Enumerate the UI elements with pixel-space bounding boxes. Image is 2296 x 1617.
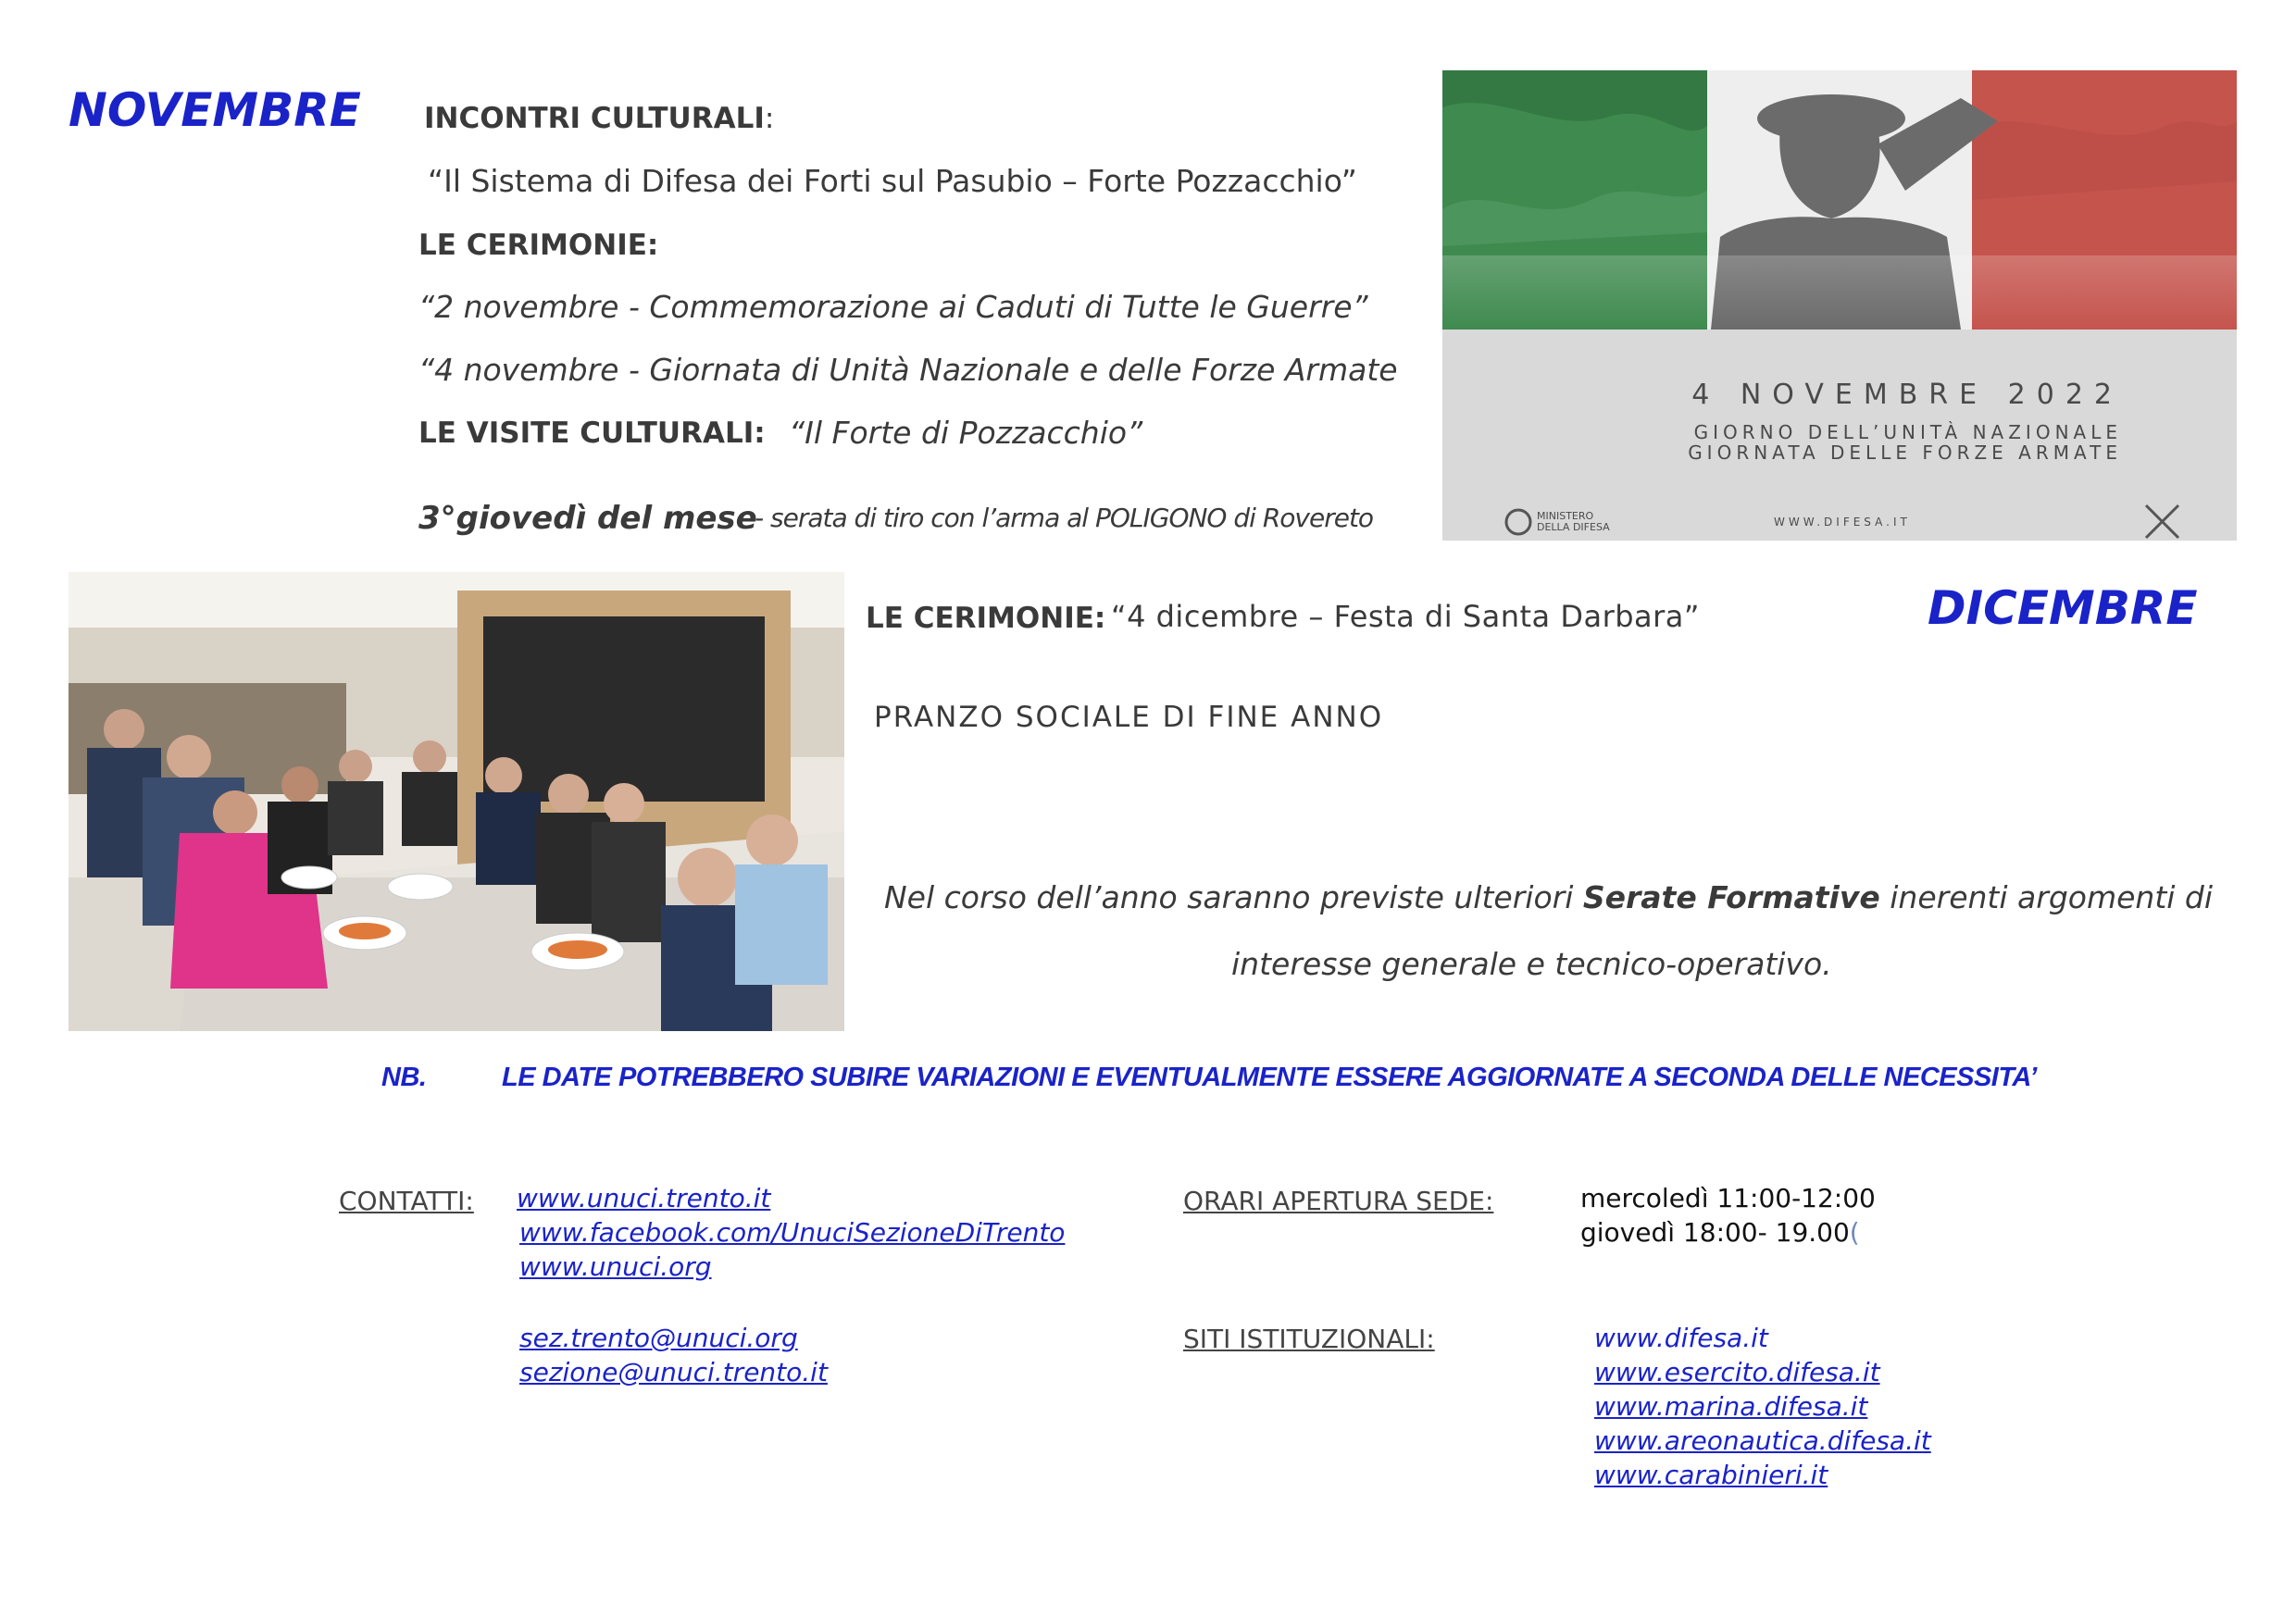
cerimonia-2-novembre: “2 novembre - Commemorazione ai Caduti di Tutte le Guerre” bbox=[418, 289, 1368, 325]
nb-text: LE DATE POTREBBERO SUBIRE VARIAZIONI E EVENTUALMENTE ESSERE AGGIORNATE A SECONDA DELLE NECESSITA’ bbox=[502, 1063, 2037, 1092]
link-carabinieri[interactable]: www.carabinieri.it bbox=[1594, 1460, 1828, 1490]
email-sez-trento[interactable]: sez.trento@unuci.org bbox=[519, 1323, 798, 1353]
poster-ministry-2: DELLA DIFESA bbox=[1537, 521, 1610, 533]
visite-culturali-heading: LE VISITE CULTURALI: bbox=[418, 417, 766, 450]
giovedi-text: - serata di tiro con l’arma al POLIGONO di Rovereto bbox=[755, 503, 1374, 533]
poster-ministry-1: MINISTERO bbox=[1537, 510, 1594, 522]
poster-4-novembre bbox=[1442, 70, 2237, 541]
photo-pranzo-sociale bbox=[69, 572, 844, 1031]
nb-label: NB. bbox=[381, 1063, 427, 1092]
cerimonia-santa-barbara: “4 dicembre – Festa di Santa Darbara” bbox=[1111, 599, 1700, 634]
poster-date: 4 NOVEMBRE 2022 bbox=[1691, 379, 2123, 411]
wall-screen bbox=[483, 616, 765, 802]
serate-post: inerenti argomenti di bbox=[1879, 879, 2214, 915]
email-sezione[interactable]: sezione@unuci.trento.it bbox=[519, 1357, 828, 1387]
incontri-colon: : bbox=[764, 102, 775, 135]
poster-line1: GIORNO DELL’UNITÀ NAZIONALE bbox=[1693, 421, 2122, 443]
serate-line1 bbox=[884, 879, 2213, 915]
link-facebook[interactable]: www.facebook.com/UnuciSezioneDiTrento bbox=[519, 1217, 1066, 1248]
siti-links bbox=[1594, 1321, 1931, 1492]
contatti-label: CONTATTI: bbox=[339, 1186, 474, 1216]
orari-hours bbox=[1580, 1181, 1876, 1250]
link-marina[interactable]: www.marina.difesa.it bbox=[1594, 1391, 1868, 1422]
orari-stray: ( bbox=[1849, 1217, 1860, 1248]
serate-pre: Nel corso dell’anno saranno previste ulteriori bbox=[884, 879, 1583, 915]
orari-giovedi-row bbox=[1580, 1215, 1876, 1250]
cerimonia-4-novembre: “4 novembre - Giornata di Unità Nazionale e delle Forze Armate bbox=[418, 352, 1398, 388]
month-novembre: NOVEMBRE bbox=[69, 83, 361, 137]
incontri-title: “Il Sistema di Difesa dei Forti sul Pasubio – Forte Pozzacchio” bbox=[428, 163, 1357, 199]
cerimonie-heading-dicembre: LE CERIMONIE: bbox=[866, 602, 1106, 635]
poster-url: WWW.DIFESA.IT bbox=[1774, 516, 1911, 529]
link-unuci-org[interactable]: www.unuci.org bbox=[519, 1251, 712, 1282]
serate-line2: interesse generale e tecnico-operativo. bbox=[1231, 946, 1832, 982]
month-dicembre: DICEMBRE bbox=[1928, 581, 2198, 635]
poster-line2: GIORNATA DELLE FORZE ARMATE bbox=[1688, 442, 2122, 464]
giovedi-label: 3°giovedì del mese bbox=[418, 500, 757, 537]
pranzo-sociale: PRANZO SOCIALE DI FINE ANNO bbox=[874, 701, 1384, 734]
orari-mercoledi: mercoledì 11:00-12:00 bbox=[1580, 1183, 1876, 1213]
orari-giovedi: giovedì 18:00- 19.00 bbox=[1580, 1217, 1850, 1248]
contatti-links bbox=[517, 1181, 1065, 1284]
link-difesa[interactable]: www.difesa.it bbox=[1594, 1323, 1768, 1353]
link-aeronautica[interactable]: www.areonautica.difesa.it bbox=[1594, 1425, 1931, 1456]
visite-culturali-title: “Il Forte di Pozzacchio” bbox=[789, 415, 1143, 451]
link-esercito[interactable]: www.esercito.difesa.it bbox=[1594, 1357, 1880, 1387]
link-unuci-trento[interactable]: www.unuci.trento.it bbox=[517, 1183, 771, 1213]
orari-label: ORARI APERTURA SEDE: bbox=[1183, 1186, 1494, 1216]
incontri-label: INCONTRI CULTURALI bbox=[424, 102, 765, 135]
contatti-emails bbox=[519, 1321, 828, 1389]
serate-bold: Serate Formative bbox=[1582, 879, 1880, 915]
cerimonie-heading-novembre: LE CERIMONIE: bbox=[418, 229, 659, 262]
siti-label: SITI ISTITUZIONALI: bbox=[1183, 1324, 1435, 1354]
incontri-culturali-heading bbox=[424, 102, 774, 135]
